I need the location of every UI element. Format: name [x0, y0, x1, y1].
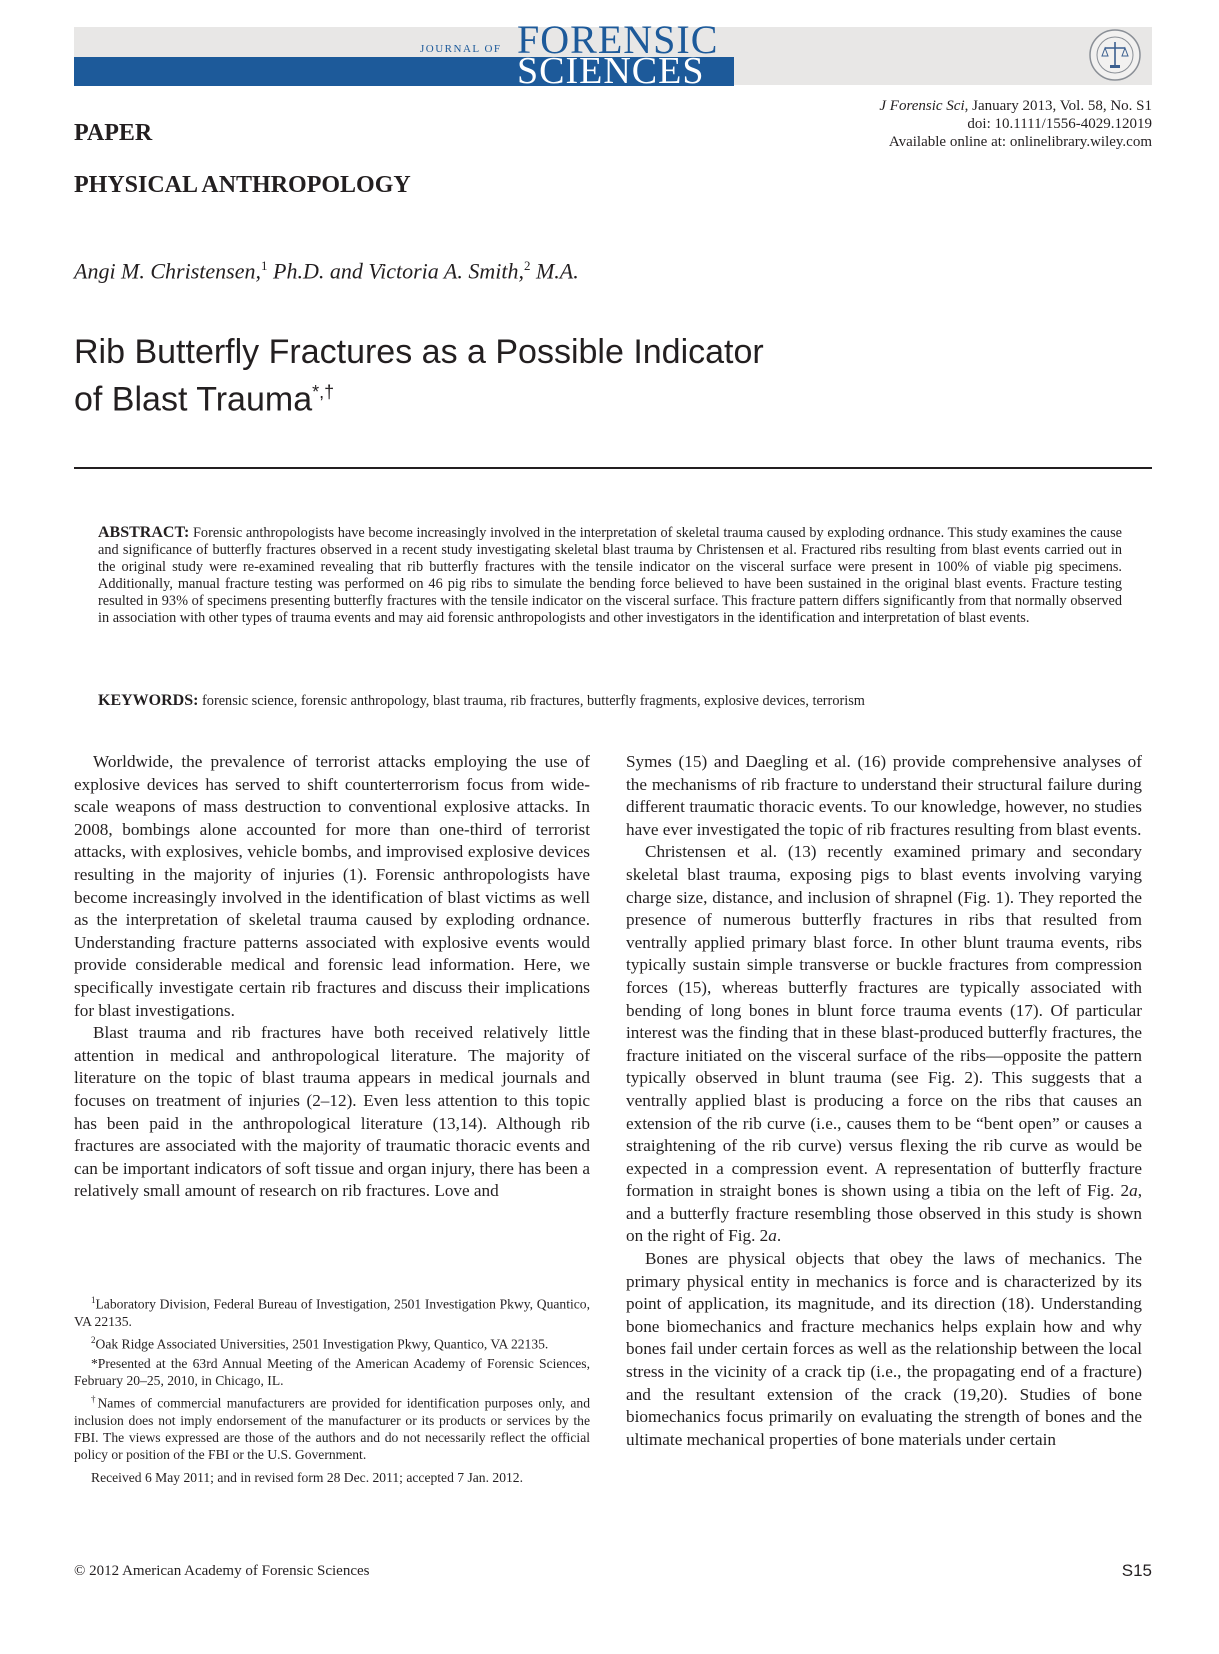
footnote: *Presented at the 63rd Annual Meeting of the American Academy of Forensic Sciences, February 20–25, 2010, in Chicago, IL.: [74, 1355, 590, 1388]
body-paragraph: Symes (15) and Daegling et al. (16) provide comprehensive analyses of the mechanisms of rib fracture to understand their structural failure during different traumatic thoracic events. To our knowledge, however, no studies have ever investigated the topic of rib fractures resulting from blast events.: [626, 752, 1142, 839]
body-text: Christensen et al. (13) recently examined primary and secondary skeletal blast trauma, exposing pigs to blast events involving varying charge size, distance, and inclusion of shrapnel (Fig. 1). They reported the presence of numerous butterfly fractures in ribs that resulted from ventrally applied primary blast force. In other blunt trauma events, ribs typically sustain simple transverse or buckle fractures from compression forces (15), whereas butterfly fractures are typically associated with bending of long bones in blunt force trauma events (17). Of particular interest was the finding that in these blast-produced butterfly fractures, the fracture initiated on the visceral surface of the ribs—opposite the pattern typically observed in blunt trauma (see Fig. 2). This suggests that a ventrally applied blast is producing a force on the ribs that causes an extension of the rib curve (i.e., causes them to be “bent open” or causes a straightening of the rib curve) versus flexing the rib curve as would be expected in a compression event. A representation of butterfly fracture formation in straight bones is shown using a tibia on the left of Fig. 2: [626, 842, 1142, 1201]
body-left-column: [74, 751, 590, 1203]
keywords-text: forensic science, forensic anthropology, blast trauma, rib fractures, butterfly fragments, explosive devices, terrorism: [202, 693, 865, 709]
copyright-notice: © 2012 American Academy of Forensic Sciences: [74, 1563, 370, 1579]
body-paragraph: Worldwide, the prevalence of terrorist attacks employing the use of explosive devices has served to shift counterterrorism focus from wide-scale weapons of mass destruction to conventional explosive attacks. In 2008, bombings alone accounted for more than one-third of terrorist attacks, with explosives, vehicle bombs, and improvised explosive devices resulting in the majority of injuries (1). Forensic anthropologists have become increasingly involved in the identification of blast victims as well as the interpretation of skeletal trauma caused by exploding ordnance. Understanding fracture patterns associated with explosive events would provide considerable medical and forensic lead information. Here, we specifically investigate certain rib fractures and discuss their implications for blast investigations.: [74, 752, 590, 1020]
body-text: , and a butterfly fracture resembling those observed in this study is shown on the right of Fig. 2: [626, 1181, 1142, 1246]
citation-line1: [879, 97, 1152, 115]
footnote-text: Oak Ridge Associated Universities, 2501 Investigation Pkwy, Quantico, VA 22135.: [95, 1336, 549, 1352]
footnote: [74, 1391, 590, 1463]
journal-title-line2: SCIENCES: [517, 50, 705, 92]
title-divider: [74, 467, 1152, 469]
author-1: Angi M. Christensen,: [74, 258, 261, 284]
author-2-affiliation-mark: 2: [523, 258, 531, 273]
aafs-seal-icon: [1088, 28, 1142, 82]
page-number: S15: [1121, 1561, 1152, 1580]
footnote: [74, 1292, 590, 1330]
figure-panel-ref: a: [1129, 1181, 1138, 1201]
journal-title-line1: FORENSIC: [517, 17, 719, 62]
citation-doi: doi: 10.1111/1556-4029.12019: [967, 116, 1152, 132]
body-paragraph: Blast trauma and rib fractures have both received relatively little attention in medical and anthropological literature. The majority of literature on the topic of blast trauma appears in medical journals and focuses on treatment of injuries (2–12). Even less attention to this topic has been paid in the anthropological literature (13,14). Although rib fractures are associated with the majority of traumatic thoracic events and can be important indicators of soft tissue and organ injury, there has been a relatively small amount of research on rib fractures. Love and: [74, 1023, 590, 1201]
body-paragraph: Bones are physical objects that obey the laws of mechanics. The primary physical entity in mechanics is force and is characterized by its point of application, its magnitude, and its direction (18). Understanding bone biomechanics and fracture mechanics helps explain how and why bones fail under certain forces as well as the relationship between the local stress in the vicinity of a crack tip (i.e., the propagating end of a fracture) and the resultant extension of the crack (19,20). Studies of bone biomechanics focus primarily on evaluating the strength of bones and the ultimate mechanical properties of bone materials under certain: [626, 1249, 1142, 1449]
journal-title-small: JOURNAL OF: [420, 43, 502, 55]
body-text: .: [776, 1226, 782, 1246]
body-right-column: [626, 751, 1142, 1451]
abstract: [98, 524, 1122, 627]
citation-block: [879, 97, 1152, 151]
authors-line: [74, 258, 579, 284]
footnote-mark: 1: [91, 1295, 96, 1305]
article-title-line2: of Blast Trauma: [74, 380, 313, 419]
abstract-label: ABSTRACT:: [98, 524, 190, 541]
author-1-affiliation-mark: 1: [261, 258, 268, 273]
article-title-line1: Rib Butterfly Fractures as a Possible Indicator: [74, 333, 764, 371]
citation-online: Available online at: onlinelibrary.wiley.com: [888, 134, 1152, 150]
author-2: Ph.D. and Victoria A. Smith,: [267, 258, 524, 284]
section-label: PHYSICAL ANTHROPOLOGY: [74, 172, 411, 198]
citation-journal-abbrev: J Forensic Sci: [879, 98, 965, 114]
citation-volume: , January 2013, Vol. 58, No. S1: [964, 98, 1152, 114]
footnote-text: Laboratory Division, Federal Bureau of Investigation, 2501 Investigation Pkwy, Quantico, VA 22135.: [74, 1296, 590, 1329]
footnotes: [74, 1292, 590, 1489]
keywords-label: KEYWORDS:: [98, 692, 199, 709]
author-2-degree: M.A.: [530, 258, 579, 284]
figure-panel-ref: a: [768, 1226, 777, 1246]
footnote: [74, 1332, 590, 1353]
article-title-marks: *,†: [312, 382, 335, 402]
paper-type-label: PAPER: [74, 120, 153, 146]
abstract-text: Forensic anthropologists have become increasingly involved in the interpretation of skeletal trauma caused by exploding ordnance. This study examines the cause and significance of butterfly fractures observed in a recent study investigating skeletal blast trauma by Christensen et al. Fractured ribs resulting from blast events carried out in the original study were re-examined revealing that rib butterfly fractures with the tensile indicator on the visceral surface were present in 100% of viable pig specimens. Additionally, manual fracture testing was performed on 46 pig ribs to simulate the bending force believed to have been sustained in the original blast events. Fracture testing resulted in 93% of specimens presenting butterfly fractures with the tensile indicator on the visceral surface. This fracture pattern differs significantly from that normally observed in association with other types of trauma events and may aid forensic anthropologists and other investigators in the identification and interpretation of blast events.: [98, 525, 1122, 626]
keywords: [98, 692, 1138, 710]
footnote-mark: 2: [91, 1334, 96, 1345]
footnote-text: Names of commercial manufacturers are provided for identification purposes only, and inclusion does not imply endorsement of the manufacturer or its products or services by the FBI. The views expressed are those of the authors and do not necessarily reflect the official policy or position of the FBI or the U.S. Government.: [74, 1395, 590, 1463]
body-paragraph: [626, 841, 1142, 1248]
received-dates: Received 6 May 2011; and in revised form 28 Dec. 2011; accepted 7 Jan. 2012.: [91, 1470, 523, 1486]
article-title: [74, 332, 874, 419]
footnote-mark: †: [91, 1394, 98, 1405]
